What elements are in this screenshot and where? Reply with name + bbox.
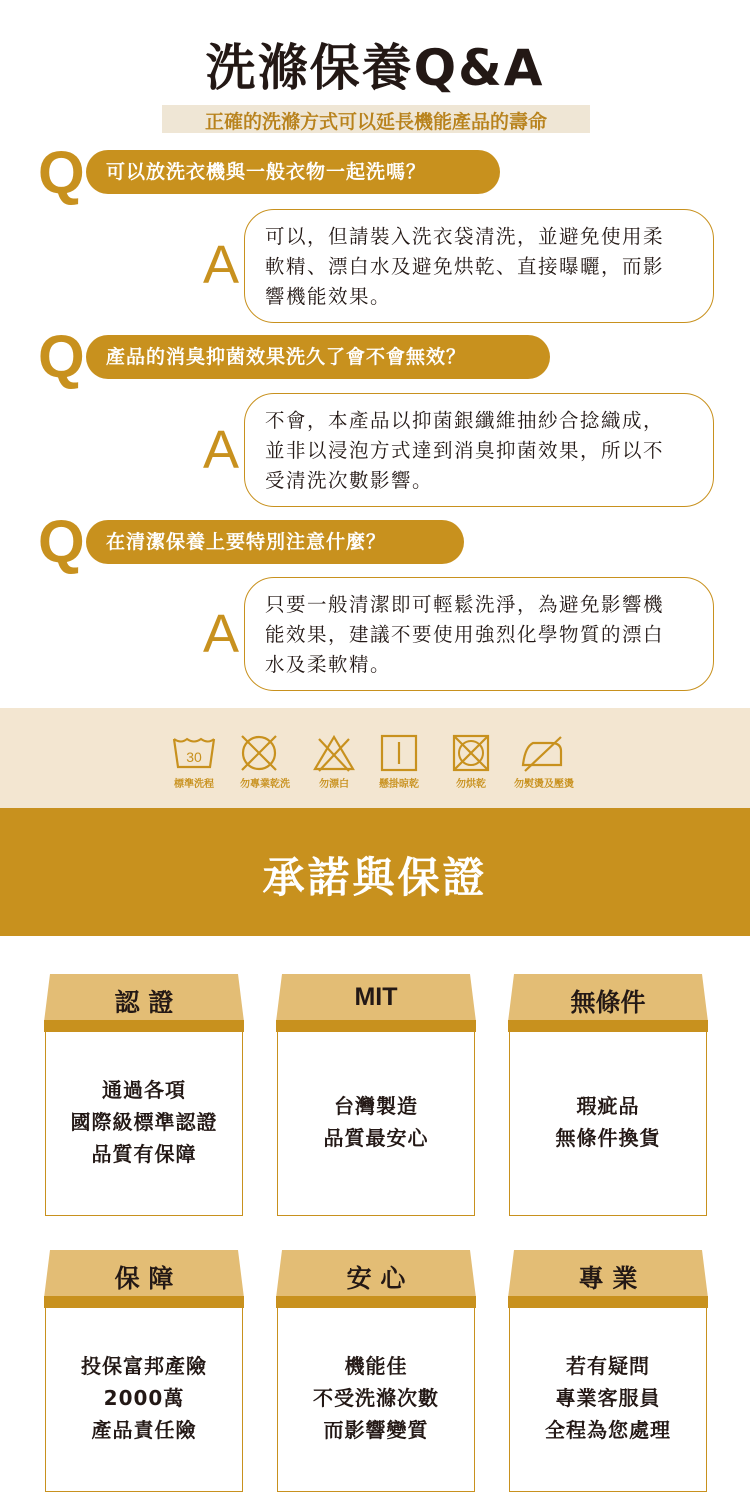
answer-1: 可以，但請裝入洗衣袋清洗，並避免使用柔 軟精、漂白水及避免烘乾、直接曝曬，而影 響機能效果。 [265, 225, 665, 308]
page-subtitle: 正確的洗滌方式可以延長機能產品的壽命 [204, 111, 547, 133]
care-label-no-dry-clean: 勿專業乾洗 [240, 779, 290, 790]
care-label-wash: 標準洗程 [174, 779, 214, 790]
question-1: 可以放洗衣機與一般衣物一起洗嗎？ [86, 150, 500, 194]
answer-3: 只要一般清潔即可輕鬆洗淨，為避免影響機 能效果，建議不要使用強烈化學物質的漂白 水及柔軟精。 [265, 593, 665, 676]
promise-title: 承諾與保證 [262, 853, 488, 902]
no-tumble-dry-icon [448, 733, 494, 773]
card-content: 機能佳 不受洗滌次數 而影響變質 [313, 1354, 439, 1442]
card-stripe [276, 1020, 476, 1032]
care-label-no-tumble-dry: 勿烘乾 [456, 779, 486, 790]
card-content: 瑕疵品 無條件換貨 [555, 1094, 661, 1150]
hang-dry-icon [376, 733, 422, 773]
question-3: 在清潔保養上要特別注意什麼？ [86, 520, 464, 564]
card-title: 安 心 [346, 1264, 406, 1293]
question-2: 產品的消臭抑菌效果洗久了會不會無效？ [86, 335, 550, 379]
card-stripe [508, 1020, 708, 1032]
card-content: 通過各項 國際級標準認證 品質有保障 [70, 1078, 218, 1166]
card-content: 投保富邦產險 2000萬 產品責任險 [81, 1354, 207, 1442]
card-title: 保 障 [114, 1264, 174, 1293]
page-title: 洗滌保養Q&A [205, 39, 545, 97]
card-content: 若有疑問 專業客服員 全程為您處理 [545, 1354, 671, 1442]
no-dry-clean-icon [236, 733, 282, 773]
care-label-no-iron: 勿熨燙及壓燙 [514, 779, 574, 790]
card-title: 無條件 [570, 988, 646, 1017]
wash-temperature: 30 [186, 749, 202, 765]
q-icon: Q [38, 508, 85, 575]
card-title: 認 證 [114, 988, 174, 1017]
card-title: 專 業 [578, 1264, 638, 1293]
a-icon: A [203, 235, 240, 295]
card-stripe [44, 1020, 244, 1032]
answer-2: 不會，本產品以抑菌銀纖維抽紗合捻織成， 並非以浸泡方式達到消臭抑菌效果，所以不 受清洗次數影響。 [265, 409, 665, 492]
a-icon: A [203, 420, 240, 480]
no-iron-icon [519, 733, 565, 773]
care-symbols-band [0, 708, 750, 808]
card-content: 台灣製造 品質最安心 [323, 1094, 429, 1150]
care-label-hang-dry: 懸掛晾乾 [379, 779, 419, 790]
card-stripe [276, 1296, 476, 1308]
no-bleach-icon [311, 733, 357, 773]
card-stripe [44, 1296, 244, 1308]
card-title: MIT [354, 983, 398, 1011]
care-label-no-bleach: 勿漂白 [319, 779, 349, 790]
card-stripe [508, 1296, 708, 1308]
wash-30-icon [171, 733, 217, 773]
q-icon: Q [38, 139, 85, 206]
q-icon: Q [38, 323, 85, 390]
a-icon: A [203, 604, 240, 664]
